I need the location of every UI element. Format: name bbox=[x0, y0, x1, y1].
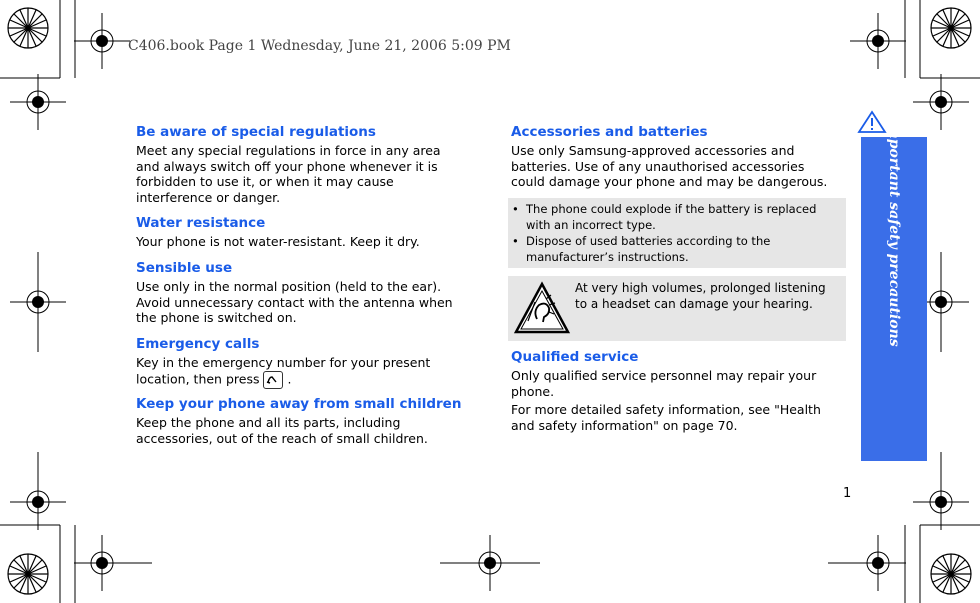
heading-special-regulations: Be aware of special regulations bbox=[136, 124, 376, 140]
hearing-damage-warning-icon bbox=[513, 281, 571, 335]
hearing-warning-box bbox=[508, 276, 846, 341]
heading-emergency-calls: Emergency calls bbox=[136, 336, 260, 352]
emergency-text: Key in the emergency number for your present location, then press bbox=[136, 355, 431, 387]
text-more-info: For more detailed safety information, see "Health and safety information" on page 70. bbox=[511, 402, 821, 433]
heading-accessories: Accessories and batteries bbox=[511, 124, 708, 140]
page-number: 1 bbox=[843, 486, 852, 501]
side-tab-label: Important safety precautions bbox=[886, 117, 902, 347]
text-accessories: Use only Samsung-approved accessories and batteries. Use of any unauthorised accessories could damage your phone and may be dangerous. bbox=[511, 143, 828, 189]
text-sensible-use: Use only in the normal position (held to the ear). Avoid unnecessary contact with the antenna when the phone is switched on. bbox=[136, 279, 453, 325]
heading-water-resistance: Water resistance bbox=[136, 215, 266, 231]
note-item: • The phone could explode if the battery is replaced with an incorrect type. bbox=[512, 202, 817, 232]
battery-note-box bbox=[508, 198, 846, 268]
text-small-children: Keep the phone and all its parts, including accessories, out of the reach of small children. bbox=[136, 415, 428, 446]
emergency-text-end: . bbox=[287, 371, 292, 387]
heading-qualified-service: Qualified service bbox=[511, 349, 639, 365]
text-special-regulations: Meet any special regulations in force in any area and always switch off your phone whenever it is forbidden to use it, or when it may cause interference or danger. bbox=[136, 143, 441, 205]
text-emergency-calls bbox=[136, 355, 466, 389]
heading-sensible-use: Sensible use bbox=[136, 260, 233, 276]
heading-small-children: Keep your phone away from small children bbox=[136, 396, 462, 412]
send-key-icon bbox=[263, 371, 283, 389]
text-water-resistance: Your phone is not water-resistant. Keep it dry. bbox=[136, 234, 420, 249]
note-item: • Dispose of used batteries according to the manufacturer’s instructions. bbox=[512, 234, 771, 264]
print-header: C406.book Page 1 Wednesday, June 21, 2006 5:09 PM bbox=[128, 38, 511, 54]
hearing-warning-text: At very high volumes, prolonged listening to a headset can damage your hearing. bbox=[575, 281, 826, 311]
text-qualified-service: Only qualified service personnel may repair your phone. bbox=[511, 368, 817, 399]
caution-triangle-icon bbox=[857, 110, 887, 134]
